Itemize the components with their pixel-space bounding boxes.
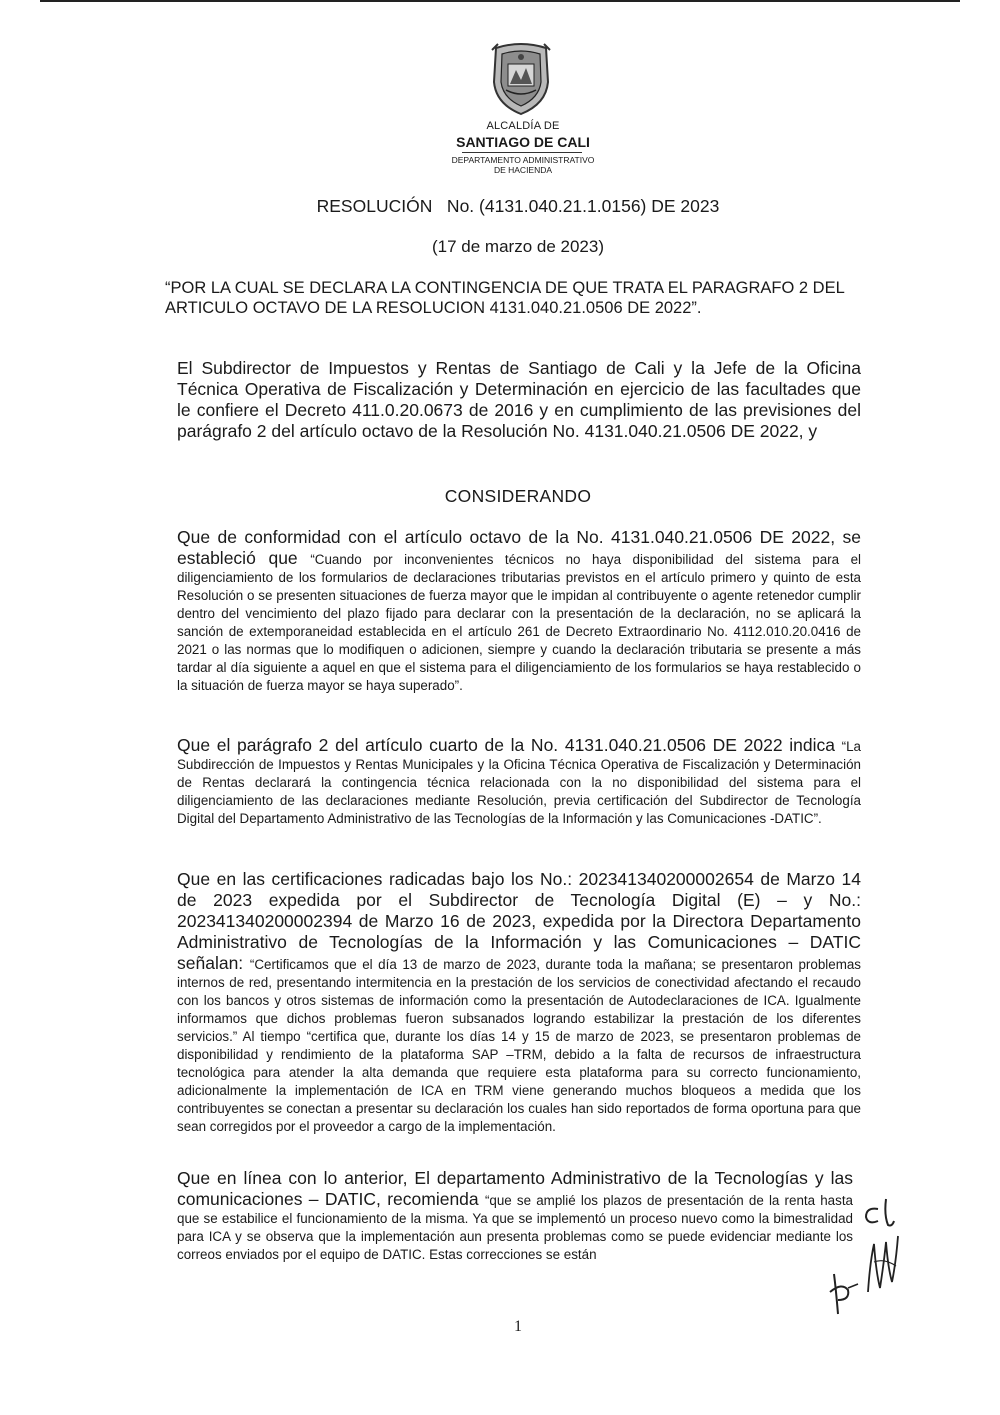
paragraph-2 [177,735,861,828]
handwritten-signature [862,1232,902,1296]
paragraph-2-lead: Que el parágrafo 2 del artículo cuarto de la No. 4131.040.21.0506 DE 2022 indica [177,735,842,755]
city-seal-logo [488,42,554,116]
paragraph-3-lead: Que en las certificaciones radicadas bajo los No.: 202341340200002654 de Marzo 14 de 2023 expedida por el Subdirector de Tecnología Digital (E) – y No.: 202341340200002394 de Marzo 16 de 2023, expedida por la Directora Departamento Administrativo de Tecnologías de la Información y las Comunicaciones – DATIC señalan: [177,869,861,973]
resolution-date: (17 de marzo de 2023) [432,237,604,256]
paragraph-4-lead: Que en línea con lo anterior, El departamento Administrativo de la Tecnologías y las comunicaciones – DATIC, recomienda [177,1168,853,1209]
intro-paragraph: El Subdirector de Impuestos y Rentas de Santiago de Cali y la Jefe de la Oficina Técnica Operativa de Fiscalización y Determinación en ejercicio de las facultades que le confiere el Decreto 411.0.20.0673 de 2016 y en cumplimiento de las previsiones del parágrafo 2 del artículo octavo de la Resolución No. 4131.040.21.0506 DE 2022, y [177,358,861,441]
resolution-number: RESOLUCIÓN No. (4131.040.21.1.0156) DE 2023 [316,196,720,216]
paragraph-3-quote: “Certificamos que el día 13 de marzo de 2023, durante toda la mañana; se presentaron problemas internos de red, presentando intermitencia en la prestación de los servicios de conectividad afectando el recaudo con los bancos y otros sistemas de información como la presentación de Autodeclaraciones de ICA. Igualmente informamos que dichos problemas fueron subsanados logrando estabilizar la prestación de los diferentes servicios.” Al tiempo “certifica que, durante los días 14 y 15 de marzo de 2023, se presentaron problemas de disponibilidad y rendimiento de la plataforma SAP –TRM, debido a la falta de recursos de infraestructura tecnológica para atender la alta demanda que requiere esta plataforma para su correcto funcionamiento, adicionalmente la implementación de ICA en TRM viene generando muchos bloqueos a medida que los contribuyentes se conectan a presentar su declaración los cuales han sido reportados de forma oportuna para que sean corregidos por el proveedor a cargo de la implementación. [177,957,861,1134]
org-department-line1: DEPARTAMENTO ADMINISTRATIVO [451,155,595,165]
paragraph-2-quote: “La Subdirección de Impuestos y Rentas Municipales y la Oficina Técnica Operativa de Fiscalización y Determinación de Rentas declarará la contingencia técnica relacionada con la no disponibilidad del sistema para el diligenciamiento de las declaraciones mediante Resolución, previa certificación del Subdirector de Tecnología Digital del Departamento Administrativo de las Tecnologías de la Información y las Comunicaciones -DATIC”. [177,739,861,826]
org-name-line1: ALCALDÍA DE [486,120,560,132]
top-border-line [40,0,960,2]
considerando-heading: CONSIDERANDO [444,486,592,506]
org-name-line2: SANTIAGO DE CALI [456,134,590,150]
page-number: 1 [514,1318,522,1335]
paragraph-1 [177,527,861,695]
org-department [0,155,1000,175]
paragraph-4 [177,1168,853,1264]
org-divider [462,152,582,153]
paragraph-1-quote: “Cuando por inconvenientes técnicos no haya disponibilidad del sistema para el diligenciamiento de los formularios de declaraciones tributarias previstos en el artículo primero y quinto de esta Resolución o se presenten situaciones de fuerza mayor que le impidan al contribuyente o agente retenedor cumplir dentro del vencimiento del plazo fijado para declarar con la presentación de la declaración, no se aplicará la sanción de extemporaneidad establecida en el artículo 261 de Decreto Extraordinario No. 4112.010.20.0416 de 2021 o las normas que lo modifiquen o adicionen, siempre y cuando la declaración tributaria se presente a más tardar al día siguiente a aquel en que el sistema para el diligenciamiento de los formularios se haya restablecido o la situación de fuerza mayor se haya superado”. [177,552,861,693]
paragraph-1-lead: Que de conformidad con el artículo octavo de la No. 4131.040.21.0506 DE 2022, se estableció que [177,527,861,568]
handwritten-initials-2 [826,1270,862,1318]
paragraph-4-quote: “que se amplié los plazos de presentación de la renta hasta que se estabilice el funcionamiento de la misma. Ya que se implementó un proceso nuevo como la bimestralidad para ICA y se observa que la implementación aun presenta problemas como se puede evidenciar mediante los correos enviados por el equipo de DATIC. Estas correcciones se están [177,1193,853,1262]
paragraph-3 [177,869,861,1136]
resolution-title: “POR LA CUAL SE DECLARA LA CONTINGENCIA DE QUE TRATA EL PARAGRAFO 2 DEL ARTICULO OCTAVO DE LA RESOLUCION 4131.040.21.0506 DE 2022”. [165,279,845,317]
org-department-line2: DE HACIENDA [493,165,553,175]
handwritten-initials-1 [860,1195,900,1235]
